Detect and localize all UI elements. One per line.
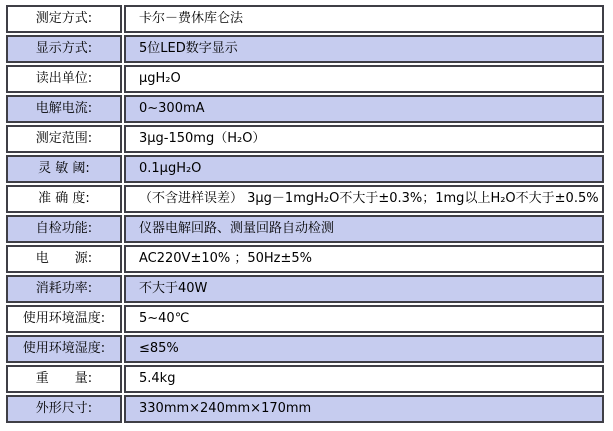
- spec-value-cell: 0.1μgH₂O: [124, 155, 604, 183]
- spec-label-cell: 测定方式:: [6, 5, 122, 33]
- table-row: [6, 185, 604, 213]
- spec-label-cell: 读出单位:: [6, 65, 122, 93]
- table-row: [6, 275, 604, 303]
- spec-label-cell: 重 量:: [6, 365, 122, 393]
- table-row: [6, 245, 604, 273]
- spec-label-cell: 电解电流:: [6, 95, 122, 123]
- spec-label-cell: 使用环境温度:: [6, 305, 122, 333]
- table-row: [6, 395, 604, 423]
- spec-value-cell: μgH₂O: [124, 65, 604, 93]
- table-row: [6, 365, 604, 393]
- spec-value-cell: 3μg-150mg（H₂O）: [124, 125, 604, 153]
- spec-value-cell: 不大于40W: [124, 275, 604, 303]
- specifications-table: [4, 3, 606, 425]
- spec-value-cell: 330mm×240mm×170mm: [124, 395, 604, 423]
- specifications-table-body: [6, 5, 604, 423]
- table-row: [6, 125, 604, 153]
- table-row: [6, 5, 604, 33]
- table-row: [6, 65, 604, 93]
- table-row: [6, 335, 604, 363]
- spec-label-cell: 自检功能:: [6, 215, 122, 243]
- spec-label-cell: 电 源:: [6, 245, 122, 273]
- spec-label-cell: 准 确 度:: [6, 185, 122, 213]
- spec-value-cell: 0~300mA: [124, 95, 604, 123]
- spec-value-cell: AC220V±10% ；50Hz±5%: [124, 245, 604, 273]
- spec-value-cell: 5.4kg: [124, 365, 604, 393]
- table-row: [6, 155, 604, 183]
- spec-label-cell: 灵 敏 阈:: [6, 155, 122, 183]
- spec-label-cell: 消耗功率:: [6, 275, 122, 303]
- spec-label-cell: 外形尺寸:: [6, 395, 122, 423]
- spec-value-cell: 5位LED数字显示: [124, 35, 604, 63]
- spec-value-cell: 卡尔－费休库仑法: [124, 5, 604, 33]
- spec-label-cell: 显示方式:: [6, 35, 122, 63]
- table-row: [6, 95, 604, 123]
- table-row: [6, 305, 604, 333]
- table-row: [6, 35, 604, 63]
- spec-label-cell: 测定范围:: [6, 125, 122, 153]
- spec-label-cell: 使用环境湿度:: [6, 335, 122, 363]
- spec-value-cell: 5~40℃: [124, 305, 604, 333]
- spec-value-cell: （不含进样误差） 3μg－1mgH₂O不大于±0.3%；1mg以上H₂O不大于±0.5%: [124, 185, 604, 213]
- spec-value-cell: 仪器电解回路、测量回路自动检测: [124, 215, 604, 243]
- spec-value-cell: ≤85%: [124, 335, 604, 363]
- table-row: [6, 215, 604, 243]
